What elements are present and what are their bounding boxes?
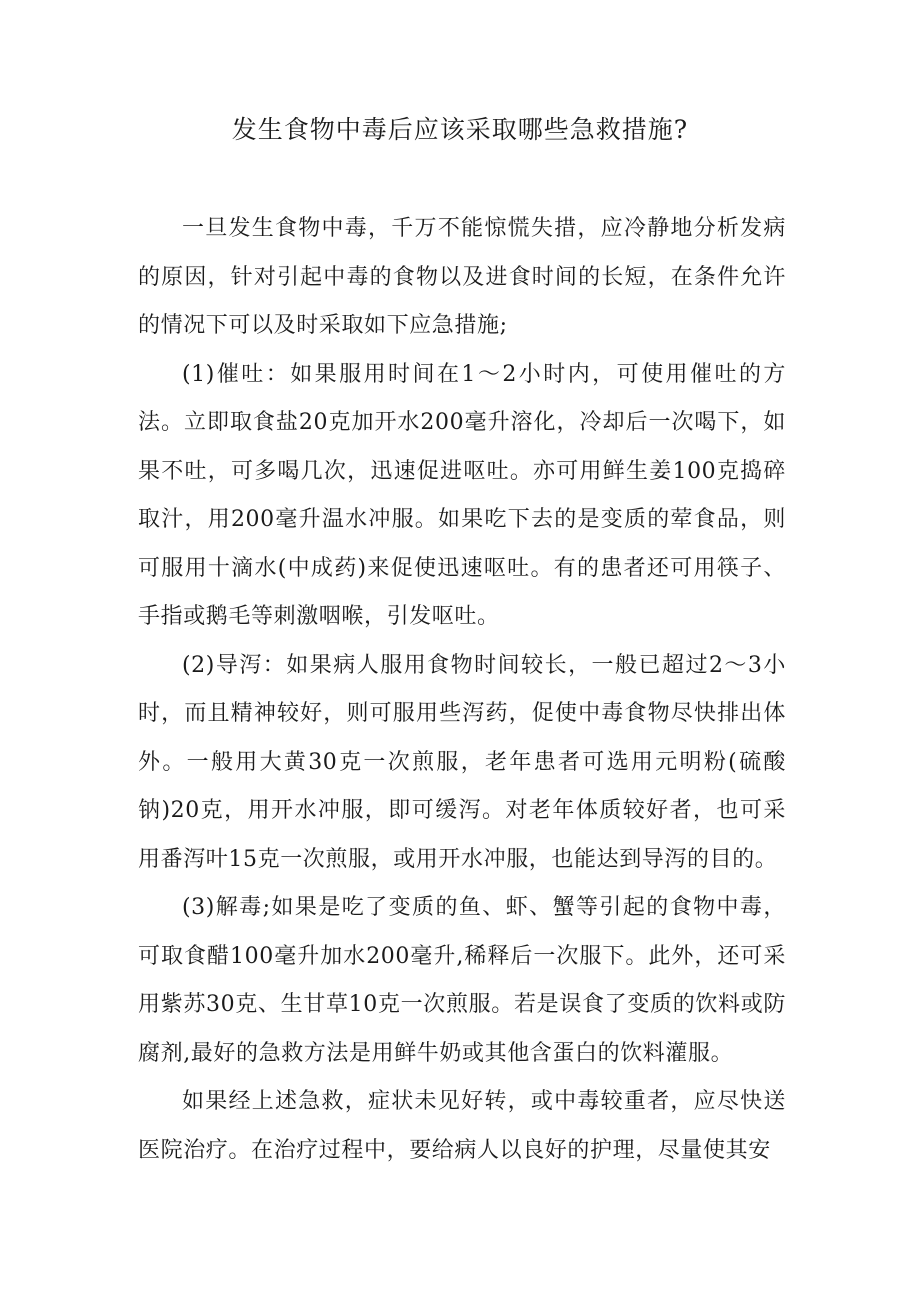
document-body bbox=[138, 205, 786, 1175]
paragraph-purgation: (2)导泻：如果病人服用食物时间较长，一般已超过2～3小时，而且精神较好，则可服用些泻药，促使中毒食物尽快排出体外。一般用大黄30克一次煎服，老年患者可选用元明粉(硫酸钠)20克，用开水冲服，即可缓泻。对老年体质较好者，也可采用番泻叶15克一次煎服，或用开水冲服，也能达到导泻的目的。 bbox=[138, 652, 786, 872]
document-title: 发生食物中毒后应该采取哪些急救措施? bbox=[231, 115, 689, 144]
paragraph-hospital: 如果经上述急救，症状未见好转，或中毒较重者，应尽快送医院治疗。在治疗过程中，要给病人以良好的护理，尽量使其安 bbox=[138, 1089, 786, 1163]
paragraph-detox: (3)解毒;如果是吃了变质的鱼、虾、蟹等引起的食物中毒，可取食醋100毫升加水200毫升,稀释后一次服下。此外，还可采用紫苏30克、生甘草10克一次煎服。若是误食了变质的饮料或防腐剂,最好的急救方法是用鲜牛奶或其他含蛋白的饮料灌服。 bbox=[138, 895, 786, 1066]
paragraph-intro: 一旦发生食物中毒，千万不能惊慌失措，应冷静地分析发病的原因，针对引起中毒的食物以及进食时间的长短，在条件允许的情况下可以及时采取如下应急措施; bbox=[138, 216, 786, 338]
paragraph-emesis: (1)催吐：如果服用时间在1～2小时内，可使用催吐的方法。立即取食盐20克加开水200毫升溶化，冷却后一次喝下，如果不吐，可多喝几次，迅速促进呕吐。亦可用鲜生姜100克捣碎取汁，用200毫升温水冲服。如果吃下去的是变质的荤食品，则可服用十滴水(中成药)来促使迅速呕吐。有的患者还可用筷子、手指或鹅毛等刺激咽喉，引发呕吐。 bbox=[138, 361, 786, 629]
